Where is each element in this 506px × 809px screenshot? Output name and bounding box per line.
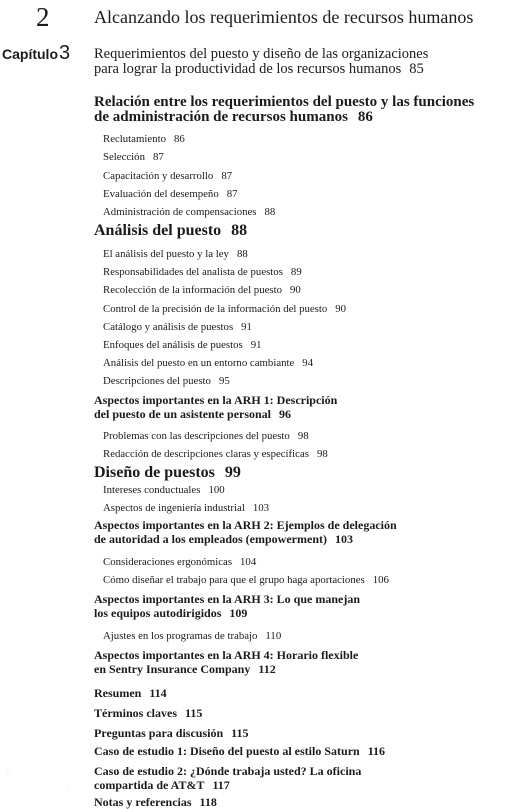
toc-entry <box>103 188 238 200</box>
toc-entry-text: Ajustes en los programas de trabajo <box>103 630 258 642</box>
toc-entry <box>103 357 313 369</box>
scan-speck: · <box>66 783 69 790</box>
toc-page-number: 115 <box>231 726 249 740</box>
toc-entry-text: del puesto de un asistente personal <box>94 407 272 421</box>
chapter-label: Capítulo <box>2 46 58 62</box>
toc-entry-text: Control de la precisión de la información del puesto <box>103 303 328 315</box>
toc-entry <box>103 266 302 278</box>
toc-page-number: 103 <box>334 532 353 546</box>
toc-entry <box>94 726 248 740</box>
toc-entry-text: Descripciones del puesto <box>103 375 211 387</box>
toc-entry <box>94 393 337 421</box>
toc-page-number: 86 <box>357 109 373 125</box>
toc-page-number: 118 <box>199 795 217 809</box>
toc-page-number: 87 <box>152 151 164 163</box>
toc-entry-text: Selección <box>103 151 145 163</box>
toc-entry-text: Relación entre los requerimientos del puesto y las funciones <box>94 94 475 110</box>
toc-entry-text: Preguntas para discusión <box>94 726 224 740</box>
part-number: 2 <box>36 2 50 32</box>
toc-entry <box>94 764 361 792</box>
toc-entry-text: Análisis del puesto <box>94 222 222 239</box>
toc-entry <box>103 448 328 460</box>
toc-entry <box>94 592 360 620</box>
toc-entry-text: los equipos autodirigidos <box>94 606 222 620</box>
toc-entry-text: Administración de compensaciones <box>103 206 257 218</box>
toc-entry <box>94 686 167 700</box>
toc-entry-text: Aspectos importantes en la ARH 4: Horario flexible <box>94 648 359 662</box>
toc-entry <box>103 206 275 218</box>
toc-entry-text: compartida de AT&T <box>94 778 205 792</box>
toc-entry <box>94 744 385 758</box>
toc-entry <box>103 375 230 387</box>
toc-page-number: 103 <box>252 502 270 514</box>
toc-entry <box>103 430 309 442</box>
toc-entry-text: Capacitación y desarrollo <box>103 170 214 182</box>
chapter-title <box>94 47 428 77</box>
toc-entry-text: Términos claves <box>94 706 177 720</box>
toc-entry-text: Consideraciones ergonómicas <box>103 556 233 568</box>
toc-page-number: 109 <box>229 606 248 620</box>
chapter-title-line-1: Requerimientos del puesto y diseño de las organizaciones <box>94 46 429 62</box>
toc-entry-text: Enfoques del análisis de puestos <box>103 339 243 351</box>
toc-entry-text: Responsabilidades del analista de puestos <box>103 266 283 278</box>
toc-entry <box>103 630 281 642</box>
toc-entry <box>103 321 252 333</box>
toc-page-number: 90 <box>335 303 347 315</box>
toc-entry-text: Aspectos importantes en la ARH 2: Ejemplos de delegación <box>94 518 397 532</box>
toc-page-number: 94 <box>302 357 314 369</box>
toc-entry <box>103 170 232 182</box>
toc-entry <box>94 648 358 676</box>
toc-entry-text: Cómo diseñar el trabajo para que el grupo haga aportaciones <box>103 574 365 586</box>
toc-entry-text: Caso de estudio 1: Diseño del puesto al estilo Saturn <box>94 744 360 758</box>
toc-page-number: 88 <box>264 206 276 218</box>
toc-page-number: 98 <box>316 448 328 460</box>
chapter-number: 3 <box>59 42 71 64</box>
toc-entry <box>103 284 301 296</box>
toc-entry <box>94 518 397 546</box>
toc-page-number: 88 <box>231 222 248 239</box>
toc-entry-text: Evaluación del desempeño <box>103 188 219 200</box>
toc-page-number: 91 <box>241 321 252 333</box>
toc-entry <box>94 95 474 125</box>
toc-entry <box>103 303 346 315</box>
toc-entry <box>103 133 185 145</box>
toc-page-number: 96 <box>279 407 292 421</box>
toc-page-number: 100 <box>208 484 225 496</box>
toc-entry-text: Aspectos de ingeniería industrial <box>103 502 245 514</box>
toc-entry-text: Diseño de puestos <box>94 464 215 481</box>
toc-entry <box>103 502 269 514</box>
toc-entry <box>94 706 202 720</box>
toc-entry-text: Reclutamiento <box>103 133 166 145</box>
toc-page-number: 112 <box>258 662 276 676</box>
toc-entry-text: Caso de estudio 2: ¿Dónde trabaja usted? La oficina <box>94 764 362 778</box>
toc-page-number: 86 <box>173 133 185 145</box>
toc-entry-text: de autoridad a los empleados (empowerment) <box>94 532 327 546</box>
toc-page-number: 110 <box>265 630 282 642</box>
toc-page-number: 87 <box>226 188 238 200</box>
toc-entry-text: Aspectos importantes en la ARH 3: Lo que manejan <box>94 592 360 606</box>
toc-entry-text: Notas y referencias <box>94 795 192 809</box>
toc-entry-text: Redacción de descripciones claras y específicas <box>103 448 309 460</box>
toc-entry <box>103 484 225 496</box>
toc-entry-text: Análisis del puesto en un entorno cambiante <box>103 357 295 369</box>
part-title: Alcanzando los requerimientos de recursos humanos <box>94 7 474 27</box>
toc-entry <box>103 556 256 568</box>
toc-page-number: 99 <box>224 464 241 481</box>
toc-page-number: 106 <box>372 574 389 586</box>
toc-page-number: 116 <box>367 744 386 758</box>
scan-speck: ·· <box>6 770 11 777</box>
toc-page-number: 104 <box>240 556 257 568</box>
toc-entry <box>103 574 389 586</box>
chapter-title-line-2: para lograr la productividad de los recursos humanos <box>94 61 402 77</box>
toc-page-number: 117 <box>212 778 230 792</box>
toc-page-number: 87 <box>221 170 233 182</box>
toc-entry <box>103 151 164 163</box>
toc-entry <box>94 222 247 240</box>
toc-entry-text: Aspectos importantes en la ARH 1: Descripción <box>94 393 338 407</box>
toc-entry-text: en Sentry Insurance Company <box>94 662 251 676</box>
toc-page-number: 89 <box>290 266 302 278</box>
toc-entry-text: Catálogo y análisis de puestos <box>103 321 234 333</box>
toc-page-number: 115 <box>185 706 203 720</box>
toc-page-number: 114 <box>149 686 167 700</box>
toc-entry <box>94 464 241 482</box>
toc-page-number: 98 <box>297 430 309 442</box>
toc-entry-text: de administración de recursos humanos <box>94 109 348 125</box>
toc-entry-text: Problemas con las descripciones del puesto <box>103 430 290 442</box>
toc-entry-text: Recolección de la información del puesto <box>103 284 282 296</box>
toc-page-number: 95 <box>218 375 230 387</box>
toc-entry <box>94 795 217 809</box>
toc-entry-text: El análisis del puesto y la ley <box>103 248 229 260</box>
chapter-page-number: 85 <box>409 61 424 77</box>
toc-entry-text: Intereses conductuales <box>103 484 201 496</box>
toc-page-number: 91 <box>250 339 262 351</box>
toc-page-number: 88 <box>236 248 248 260</box>
toc-entry <box>103 248 248 260</box>
toc-entry-text: Resumen <box>94 686 142 700</box>
toc-entry <box>103 339 262 351</box>
toc-page-number: 90 <box>289 284 301 296</box>
